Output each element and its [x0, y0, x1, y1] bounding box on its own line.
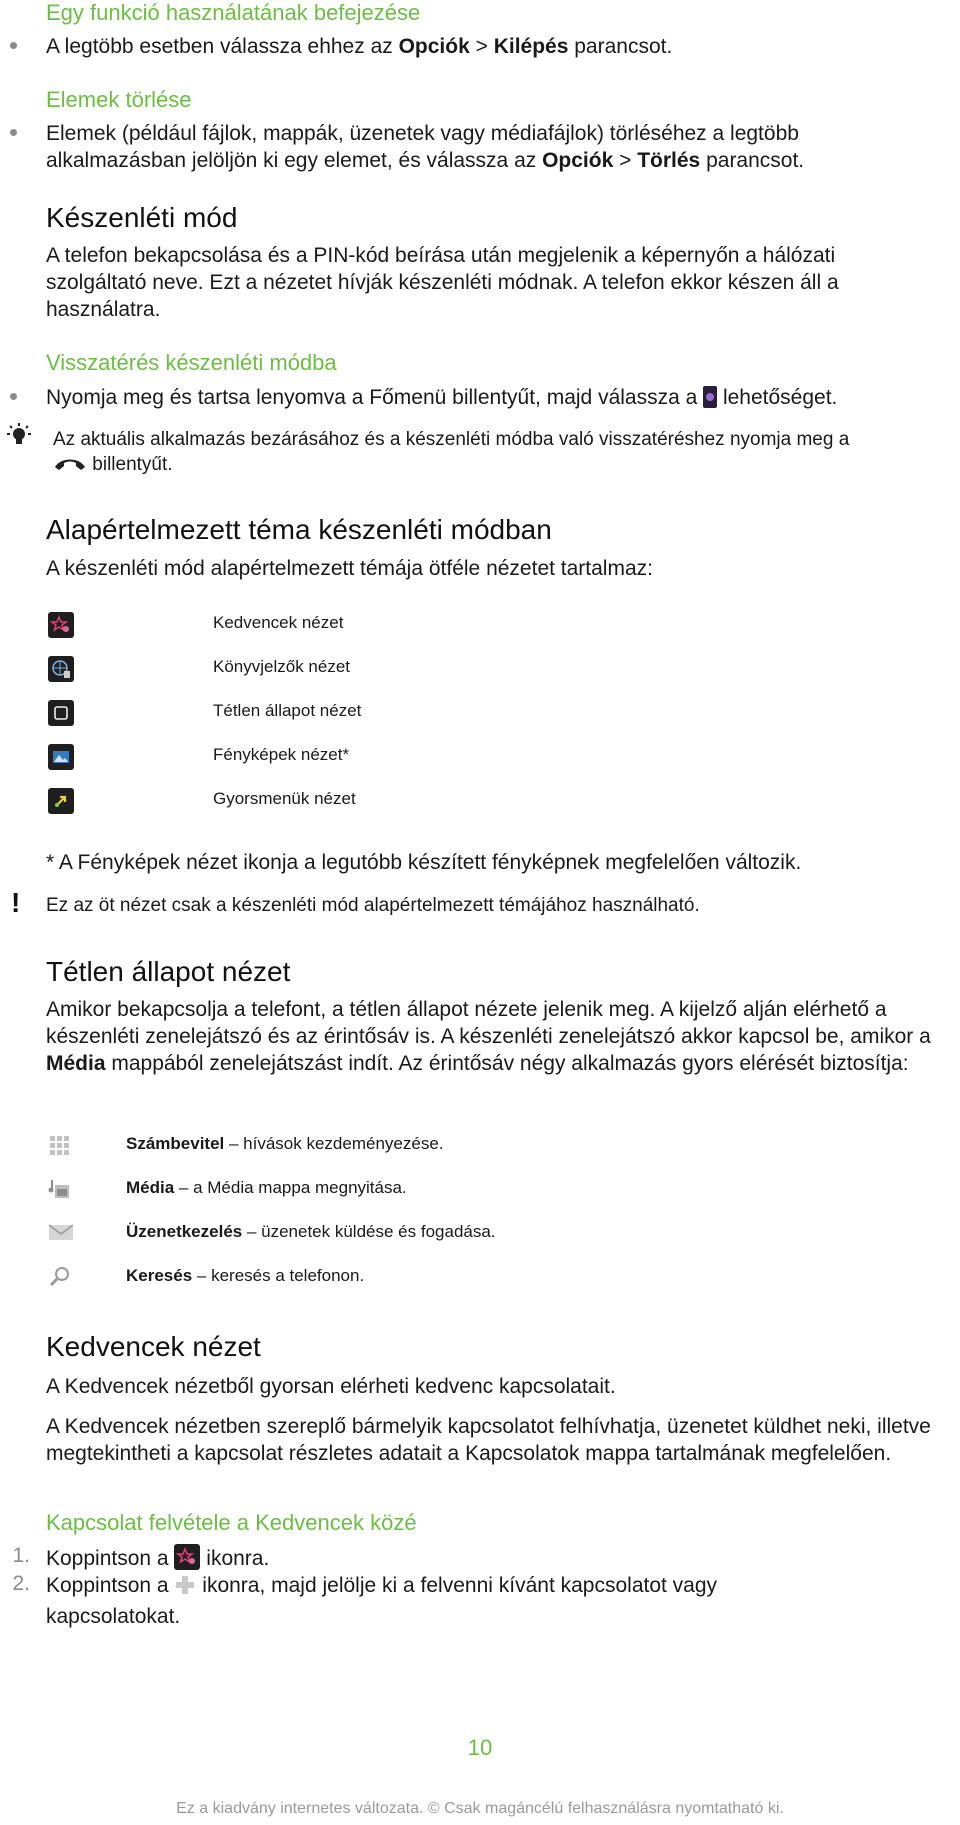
touchbar-item-dialer: Számbevitel – hívások kezdeményezése.: [126, 1134, 444, 1153]
standby-body: A telefon bekapcsolása és a PIN-kód beírása után megjelenik a képernyőn a hálózati szolgáltató neve. Ezt a nézetet hívják készenléti módnak. A telefon ekkor készen áll a használatra.: [46, 244, 839, 321]
delete-instruction-line1: Elemek (például fájlok, mappák, üzenetek vagy médiafájlok) törléséhez a legtöbb: [46, 122, 799, 145]
section-heading-return: Visszatérés készenléti módba: [46, 350, 337, 375]
favorites-p2: A Kedvencek nézetben szereplő bármelyik kapcsolatot felhívhatja, üzenetet küldhet neki, illetve megtekintheti a kapcsolat részletes adatait a Kapcsolatok mappa tartalmának megfelelően.: [46, 1415, 931, 1465]
bullet: [10, 42, 17, 49]
favorites-star-icon: [174, 1544, 200, 1570]
standby-icon: [703, 386, 717, 408]
shortcuts-icon: [48, 788, 74, 814]
idle-body: Amikor bekapcsolja a telefont, a tétlen állapot nézete jelenik meg. A kijelző alján elérhető a készenléti zenelejátszó és az érintősáv is. A készenléti zenelejátszó akkor kapcsol be, amikor a Média mappából zenelejátszást indít. Az érintősáv négy alkalmazás gyors elérését biztosítja:: [46, 998, 931, 1075]
view-label-bookmarks: Könyvjelzők nézet: [213, 657, 351, 676]
section-heading-add-favorite: Kapcsolat felvétele a Kedvencek közé: [46, 1510, 417, 1535]
search-icon: [47, 1264, 73, 1295]
tip-line2: billentyűt.: [53, 452, 173, 480]
favorites-p1: A Kedvencek nézetből gyorsan elérheti kedvenc kapcsolatait.: [46, 1375, 616, 1398]
touchbar-item-messaging: Üzenetkezelés – üzenetek küldése és fogadása.: [126, 1222, 496, 1241]
page-number: 10: [467, 1735, 493, 1760]
lightbulb-icon: [4, 422, 34, 453]
bullet: [10, 129, 17, 136]
photos-icon: [48, 744, 74, 770]
step-number: 2.: [12, 1572, 30, 1595]
bullet: [10, 393, 17, 400]
view-label-photos: Fényképek nézet*: [213, 745, 350, 764]
view-label-shortcuts: Gyorsmenük nézet: [213, 789, 356, 808]
touchbar-item-media: Média – a Média mappa megnyitása.: [126, 1178, 407, 1197]
theme-footnote: * A Fényképek nézet ikonja a legutóbb készített fényképnek megfelelően változik.: [46, 851, 802, 874]
section-heading-delete: Elemek törlése: [46, 87, 192, 112]
end-call-icon: [53, 455, 87, 480]
standby-title: Készenléti mód: [46, 202, 238, 233]
step-2: Koppintson a ikonra, majd jelölje ki a felvenni kívánt kapcsolatot vagy kapcsolatokat.: [46, 1574, 718, 1628]
theme-intro: A készenléti mód alapértelmezett témája ötféle nézetet tartalmaz:: [46, 557, 653, 580]
step-1: Koppintson a ikonra.: [46, 1544, 946, 1572]
exit-instruction: A legtöbb esetben válassza ehhez az Opciók > Kilépés parancsot.: [46, 35, 673, 58]
warning-icon: !: [11, 887, 21, 918]
add-plus-icon: [174, 1574, 196, 1603]
theme-note: Ez az öt nézet csak a készenléti mód alapértelmezett témájához használható.: [46, 895, 700, 916]
view-label-favorites: Kedvencek nézet: [213, 613, 344, 632]
media-icon: [47, 1176, 73, 1207]
view-label-idle: Tétlen állapot nézet: [213, 701, 362, 720]
touchbar-item-search: Keresés – keresés a telefonon.: [126, 1266, 365, 1285]
dialpad-icon: [47, 1133, 73, 1164]
messaging-icon: [47, 1220, 75, 1249]
favorites-title: Kedvencek nézet: [46, 1331, 261, 1362]
footer-note: Ez a kiadvány internetes változata. © Csak magáncélú felhasználásra nyomtatható ki.: [176, 1800, 784, 1817]
section-heading-exit: Egy funkció használatának befejezése: [46, 0, 421, 25]
idle-title: Tétlen állapot nézet: [46, 956, 291, 987]
idle-icon: [48, 700, 74, 726]
delete-instruction-line2: alkalmazásban jelöljön ki egy elemet, és válassza az Opciók > Törlés parancsot.: [46, 149, 805, 172]
bookmarks-icon: [48, 656, 74, 682]
favorites-icon: [48, 612, 74, 638]
theme-title: Alapértelmezett téma készenléti módban: [46, 514, 552, 545]
tip-line1: Az aktuális alkalmazás bezárásához és a készenléti módba való visszatéréshez nyomja meg a: [53, 429, 850, 450]
step-number: 1.: [12, 1544, 30, 1567]
return-instruction: Nyomja meg és tartsa lenyomva a Főmenü billentyűt, majd válassza a lehetőséget.: [46, 386, 838, 409]
